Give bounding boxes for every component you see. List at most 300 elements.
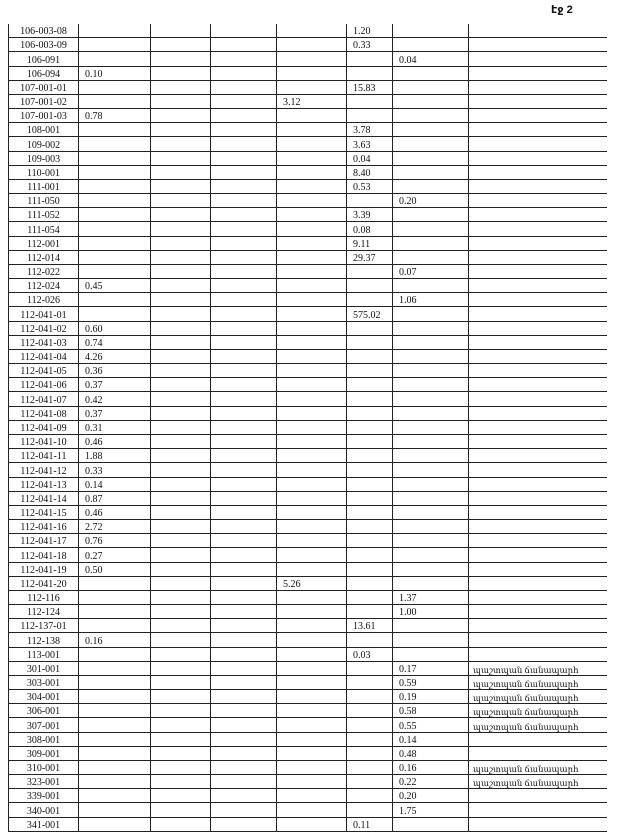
- area-value-cell: [79, 151, 151, 165]
- area-value-cell: [393, 633, 469, 647]
- table-row: [9, 775, 607, 789]
- parcel-code-cell: 112-041-18: [9, 548, 79, 562]
- area-value-cell: [79, 746, 151, 760]
- table-row: [9, 94, 607, 108]
- area-value-cell: [393, 321, 469, 335]
- parcel-code-cell: 112-041-04: [9, 349, 79, 363]
- area-value-cell: [347, 520, 393, 534]
- area-value-cell: [151, 619, 211, 633]
- area-value-cell: [151, 690, 211, 704]
- note-cell: [469, 534, 607, 548]
- area-value-cell: [79, 760, 151, 774]
- area-value-cell: [151, 420, 211, 434]
- note-cell: [469, 789, 607, 803]
- area-value-cell: [211, 222, 277, 236]
- area-value-cell: [211, 38, 277, 52]
- note-cell: [469, 477, 607, 491]
- area-value-cell: [79, 38, 151, 52]
- area-value-cell: [151, 661, 211, 675]
- area-value-cell: 3.12: [277, 94, 347, 108]
- area-value-cell: [79, 250, 151, 264]
- table-row: [9, 378, 607, 392]
- area-value-cell: [393, 449, 469, 463]
- area-value-cell: [347, 378, 393, 392]
- table-row: [9, 250, 607, 264]
- area-value-cell: [277, 548, 347, 562]
- area-value-cell: 5.26: [277, 576, 347, 590]
- parcel-code-cell: 111-050: [9, 194, 79, 208]
- parcel-code-cell: 112-041-11: [9, 449, 79, 463]
- area-value-cell: 0.55: [393, 718, 469, 732]
- area-value-cell: [151, 548, 211, 562]
- area-value-cell: [79, 775, 151, 789]
- area-value-cell: [79, 165, 151, 179]
- parcel-code-cell: 112-001: [9, 236, 79, 250]
- area-value-cell: [211, 349, 277, 363]
- table-row: [9, 406, 607, 420]
- area-value-cell: [151, 491, 211, 505]
- area-value-cell: 0.58: [393, 704, 469, 718]
- area-value-cell: 0.20: [393, 194, 469, 208]
- area-value-cell: [277, 307, 347, 321]
- table-row: [9, 690, 607, 704]
- area-value-cell: 0.20: [393, 789, 469, 803]
- area-value-cell: [151, 264, 211, 278]
- area-value-cell: 0.46: [79, 434, 151, 448]
- parcel-code-cell: 323-001: [9, 775, 79, 789]
- area-value-cell: [211, 236, 277, 250]
- area-value-cell: [347, 279, 393, 293]
- area-value-cell: [347, 732, 393, 746]
- area-value-cell: [347, 449, 393, 463]
- area-value-cell: [79, 661, 151, 675]
- area-value-cell: [347, 477, 393, 491]
- area-value-cell: [277, 293, 347, 307]
- area-value-cell: [277, 52, 347, 66]
- area-value-cell: [277, 321, 347, 335]
- area-value-cell: [211, 789, 277, 803]
- area-value-cell: 0.08: [347, 222, 393, 236]
- area-value-cell: 4.26: [79, 349, 151, 363]
- area-value-cell: 0.10: [79, 66, 151, 80]
- table-row: [9, 151, 607, 165]
- area-value-cell: [277, 80, 347, 94]
- table-row: [9, 505, 607, 519]
- table-row: [9, 349, 607, 363]
- note-cell: [469, 732, 607, 746]
- area-value-cell: [347, 661, 393, 675]
- area-value-cell: [347, 463, 393, 477]
- note-cell: [469, 349, 607, 363]
- area-value-cell: [151, 179, 211, 193]
- area-value-cell: [347, 321, 393, 335]
- area-value-cell: [347, 789, 393, 803]
- table-row: [9, 633, 607, 647]
- parcel-code-cell: 112-041-14: [9, 491, 79, 505]
- area-value-cell: 8.40: [347, 165, 393, 179]
- table-row: [9, 208, 607, 222]
- parcel-code-cell: 304-001: [9, 690, 79, 704]
- parcel-code-cell: 309-001: [9, 746, 79, 760]
- area-value-cell: [151, 562, 211, 576]
- area-value-cell: [211, 151, 277, 165]
- area-value-cell: [393, 94, 469, 108]
- area-value-cell: [211, 690, 277, 704]
- parcel-code-cell: 306-001: [9, 704, 79, 718]
- table-row: [9, 80, 607, 94]
- area-value-cell: [277, 434, 347, 448]
- area-value-cell: [393, 151, 469, 165]
- parcel-code-cell: 109-002: [9, 137, 79, 151]
- table-row: [9, 803, 607, 817]
- area-value-cell: [347, 746, 393, 760]
- area-value-cell: [347, 406, 393, 420]
- area-value-cell: [347, 335, 393, 349]
- parcel-code-cell: 112-137-01: [9, 619, 79, 633]
- parcel-code-cell: 112-124: [9, 605, 79, 619]
- parcel-code-cell: 112-041-16: [9, 520, 79, 534]
- table-row: [9, 165, 607, 179]
- page-number: էջ 2: [551, 4, 573, 16]
- area-value-cell: [393, 24, 469, 38]
- table-row: [9, 307, 607, 321]
- parcel-code-cell: 112-024: [9, 279, 79, 293]
- area-value-cell: [79, 576, 151, 590]
- note-cell: պաշտպան ճանապարհ: [469, 661, 607, 675]
- area-value-cell: [211, 775, 277, 789]
- area-value-cell: [151, 732, 211, 746]
- note-cell: [469, 293, 607, 307]
- area-value-cell: [151, 236, 211, 250]
- area-value-cell: 0.37: [79, 406, 151, 420]
- area-value-cell: 0.87: [79, 491, 151, 505]
- area-value-cell: [277, 732, 347, 746]
- note-cell: [469, 491, 607, 505]
- table-row: [9, 675, 607, 689]
- area-value-cell: [347, 109, 393, 123]
- note-cell: [469, 123, 607, 137]
- area-value-cell: [277, 520, 347, 534]
- area-value-cell: 0.33: [79, 463, 151, 477]
- parcel-code-cell: 112-022: [9, 264, 79, 278]
- area-value-cell: [211, 548, 277, 562]
- area-value-cell: [151, 477, 211, 491]
- note-cell: [469, 24, 607, 38]
- area-value-cell: [79, 605, 151, 619]
- area-value-cell: [211, 590, 277, 604]
- area-value-cell: 0.78: [79, 109, 151, 123]
- area-value-cell: [211, 24, 277, 38]
- parcel-code-cell: 107-001-03: [9, 109, 79, 123]
- area-value-cell: [277, 250, 347, 264]
- area-value-cell: [277, 24, 347, 38]
- area-value-cell: [277, 633, 347, 647]
- note-cell: [469, 392, 607, 406]
- area-value-cell: [151, 208, 211, 222]
- parcel-code-cell: 112-041-17: [9, 534, 79, 548]
- area-value-cell: [393, 123, 469, 137]
- area-value-cell: [347, 66, 393, 80]
- area-value-cell: [277, 789, 347, 803]
- area-value-cell: 0.04: [393, 52, 469, 66]
- area-value-cell: [393, 250, 469, 264]
- note-cell: [469, 605, 607, 619]
- table-row: [9, 420, 607, 434]
- area-value-cell: [347, 633, 393, 647]
- area-value-cell: [151, 80, 211, 94]
- note-cell: [469, 505, 607, 519]
- area-value-cell: 1.88: [79, 449, 151, 463]
- table-row: [9, 817, 607, 831]
- area-value-cell: [393, 505, 469, 519]
- area-value-cell: [211, 505, 277, 519]
- note-cell: [469, 449, 607, 463]
- table-row: [9, 109, 607, 123]
- area-value-cell: [211, 80, 277, 94]
- area-value-cell: [393, 434, 469, 448]
- area-value-cell: [79, 732, 151, 746]
- table-row: [9, 576, 607, 590]
- area-value-cell: [211, 449, 277, 463]
- note-cell: [469, 803, 607, 817]
- table-row: [9, 661, 607, 675]
- area-value-cell: [347, 505, 393, 519]
- parcel-code-cell: 112-116: [9, 590, 79, 604]
- table-row: [9, 548, 607, 562]
- area-value-cell: [393, 222, 469, 236]
- area-value-cell: [211, 321, 277, 335]
- area-value-cell: [393, 179, 469, 193]
- area-value-cell: [79, 817, 151, 831]
- area-value-cell: [151, 406, 211, 420]
- area-value-cell: [393, 576, 469, 590]
- area-value-cell: [79, 307, 151, 321]
- area-value-cell: 0.16: [79, 633, 151, 647]
- parcel-code-cell: 339-001: [9, 789, 79, 803]
- area-value-cell: [277, 746, 347, 760]
- area-value-cell: [393, 817, 469, 831]
- table-row: [9, 222, 607, 236]
- area-value-cell: 0.14: [79, 477, 151, 491]
- area-value-cell: [393, 491, 469, 505]
- area-value-cell: [347, 690, 393, 704]
- area-value-cell: [347, 548, 393, 562]
- area-value-cell: [393, 137, 469, 151]
- area-value-cell: 0.07: [393, 264, 469, 278]
- table-row: [9, 392, 607, 406]
- note-cell: պաշտպան ճանապարհ: [469, 760, 607, 774]
- area-value-cell: [393, 392, 469, 406]
- parcel-code-cell: 112-041-07: [9, 392, 79, 406]
- parcel-code-cell: 341-001: [9, 817, 79, 831]
- area-value-cell: [277, 222, 347, 236]
- area-value-cell: [211, 605, 277, 619]
- area-value-cell: [393, 109, 469, 123]
- area-value-cell: 0.53: [347, 179, 393, 193]
- area-value-cell: [211, 520, 277, 534]
- area-value-cell: [211, 420, 277, 434]
- note-cell: [469, 179, 607, 193]
- table-row: [9, 66, 607, 80]
- area-value-cell: [393, 477, 469, 491]
- area-value-cell: [277, 335, 347, 349]
- table-row: [9, 718, 607, 732]
- parcel-code-cell: 112-041-02: [9, 321, 79, 335]
- note-cell: [469, 378, 607, 392]
- area-value-cell: [277, 661, 347, 675]
- area-value-cell: [277, 803, 347, 817]
- area-value-cell: 575.02: [347, 307, 393, 321]
- note-cell: պաշտպան ճանապարհ: [469, 718, 607, 732]
- area-value-cell: [151, 321, 211, 335]
- note-cell: [469, 633, 607, 647]
- parcel-code-cell: 106-003-08: [9, 24, 79, 38]
- note-cell: [469, 548, 607, 562]
- parcel-code-cell: 112-041-08: [9, 406, 79, 420]
- area-value-cell: [277, 378, 347, 392]
- area-value-cell: [277, 562, 347, 576]
- area-value-cell: [277, 109, 347, 123]
- area-value-cell: [277, 349, 347, 363]
- area-value-cell: [79, 194, 151, 208]
- area-value-cell: [151, 704, 211, 718]
- parcel-code-cell: 112-041-20: [9, 576, 79, 590]
- area-value-cell: [277, 463, 347, 477]
- area-value-cell: [277, 491, 347, 505]
- area-value-cell: [151, 307, 211, 321]
- area-value-cell: [347, 562, 393, 576]
- area-value-cell: [151, 817, 211, 831]
- area-value-cell: [79, 123, 151, 137]
- area-value-cell: [393, 349, 469, 363]
- area-value-cell: [277, 236, 347, 250]
- area-value-cell: [277, 194, 347, 208]
- area-value-cell: [211, 576, 277, 590]
- area-value-cell: [151, 675, 211, 689]
- area-value-cell: [347, 605, 393, 619]
- parcel-code-cell: 107-001-02: [9, 94, 79, 108]
- area-value-cell: [211, 718, 277, 732]
- area-value-cell: [211, 137, 277, 151]
- area-value-cell: 2.72: [79, 520, 151, 534]
- area-value-cell: [79, 293, 151, 307]
- area-value-cell: [151, 94, 211, 108]
- parcel-code-cell: 111-001: [9, 179, 79, 193]
- parcel-code-cell: 112-041-09: [9, 420, 79, 434]
- area-value-cell: 1.06: [393, 293, 469, 307]
- table-row: [9, 179, 607, 193]
- area-value-cell: [211, 123, 277, 137]
- area-value-cell: [79, 675, 151, 689]
- note-cell: [469, 279, 607, 293]
- area-value-cell: 0.31: [79, 420, 151, 434]
- area-value-cell: [211, 746, 277, 760]
- area-value-cell: 3.39: [347, 208, 393, 222]
- note-cell: [469, 66, 607, 80]
- table-row: [9, 264, 607, 278]
- area-value-cell: [79, 647, 151, 661]
- note-cell: [469, 746, 607, 760]
- area-value-cell: [79, 80, 151, 94]
- area-value-cell: [151, 66, 211, 80]
- area-value-cell: [347, 775, 393, 789]
- note-cell: [469, 80, 607, 94]
- area-value-cell: [277, 718, 347, 732]
- area-value-cell: [393, 38, 469, 52]
- area-value-cell: [151, 349, 211, 363]
- area-value-cell: [347, 194, 393, 208]
- note-cell: [469, 165, 607, 179]
- area-value-cell: [79, 94, 151, 108]
- area-value-cell: [393, 279, 469, 293]
- area-value-cell: 0.45: [79, 279, 151, 293]
- area-value-cell: [211, 165, 277, 179]
- area-value-cell: [211, 675, 277, 689]
- table-body: [9, 24, 607, 831]
- parcel-code-cell: 112-138: [9, 633, 79, 647]
- area-value-cell: [211, 52, 277, 66]
- area-value-cell: [393, 520, 469, 534]
- area-value-cell: [211, 109, 277, 123]
- table-row: [9, 534, 607, 548]
- area-value-cell: [151, 576, 211, 590]
- area-value-cell: [277, 123, 347, 137]
- parcel-code-cell: 113-001: [9, 647, 79, 661]
- area-value-cell: [211, 647, 277, 661]
- area-value-cell: [347, 576, 393, 590]
- area-value-cell: [211, 250, 277, 264]
- area-value-cell: [211, 179, 277, 193]
- area-value-cell: [277, 605, 347, 619]
- area-value-cell: [151, 746, 211, 760]
- area-value-cell: [211, 760, 277, 774]
- area-value-cell: [151, 52, 211, 66]
- area-value-cell: [151, 505, 211, 519]
- area-value-cell: [393, 406, 469, 420]
- area-value-cell: [79, 690, 151, 704]
- note-cell: [469, 576, 607, 590]
- area-value-cell: [347, 803, 393, 817]
- note-cell: [469, 94, 607, 108]
- area-value-cell: [347, 293, 393, 307]
- table-row: [9, 520, 607, 534]
- area-value-cell: [393, 66, 469, 80]
- area-value-cell: [79, 179, 151, 193]
- table-row: [9, 236, 607, 250]
- area-value-cell: [347, 718, 393, 732]
- area-value-cell: [277, 505, 347, 519]
- note-cell: [469, 463, 607, 477]
- area-value-cell: [79, 52, 151, 66]
- parcel-code-cell: 112-041-06: [9, 378, 79, 392]
- note-cell: պաշտպան ճանապարհ: [469, 690, 607, 704]
- parcel-code-cell: 303-001: [9, 675, 79, 689]
- area-value-cell: [393, 619, 469, 633]
- area-value-cell: [393, 647, 469, 661]
- table-row: [9, 137, 607, 151]
- note-cell: [469, 208, 607, 222]
- table-row: [9, 449, 607, 463]
- area-value-cell: [151, 392, 211, 406]
- area-value-cell: [277, 165, 347, 179]
- table-row: [9, 491, 607, 505]
- area-value-cell: [277, 449, 347, 463]
- area-value-cell: [79, 590, 151, 604]
- area-value-cell: [211, 633, 277, 647]
- area-value-cell: 1.37: [393, 590, 469, 604]
- area-value-cell: [151, 534, 211, 548]
- area-value-cell: [393, 463, 469, 477]
